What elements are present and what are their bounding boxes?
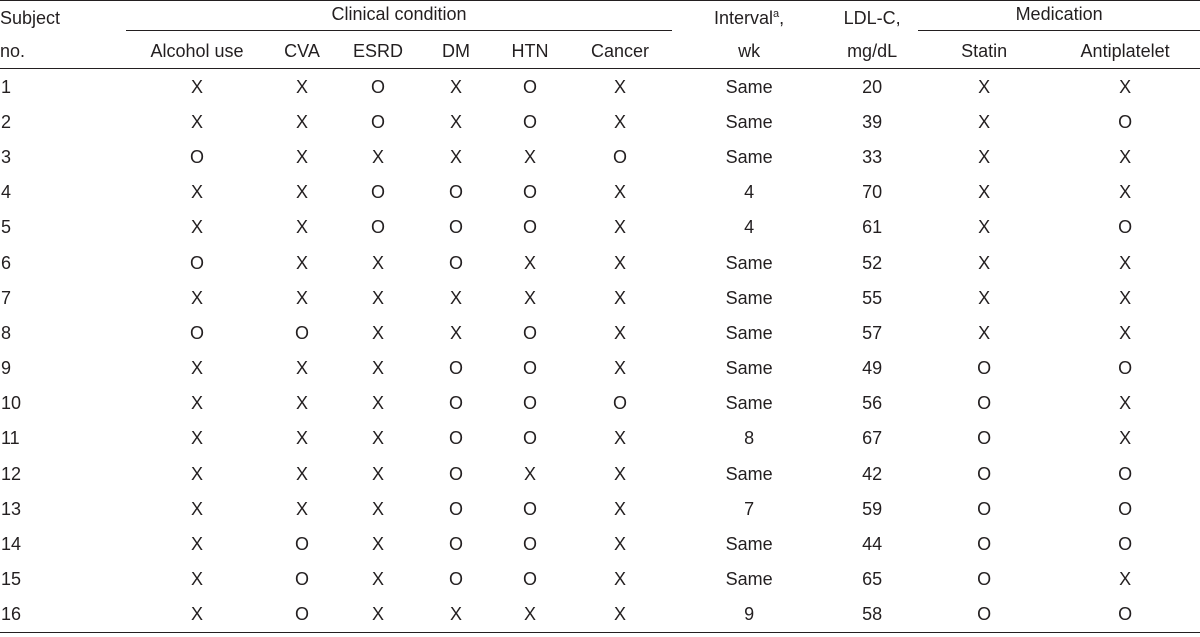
cell-cva: X — [295, 146, 308, 167]
cell-subject-no: 10 — [1, 393, 22, 414]
cell-dm: O — [448, 463, 463, 484]
cell-ldl-c: 57 — [862, 322, 883, 343]
cell-statin: X — [978, 146, 991, 167]
cell-interval: Same — [725, 358, 773, 379]
cell-antiplatelet: O — [1118, 498, 1133, 519]
cell-esrd: X — [371, 322, 384, 343]
interval-header-top — [672, 1, 826, 35]
cell-esrd: X — [371, 287, 384, 308]
cell-cva: X — [295, 498, 308, 519]
cell-cancer: X — [614, 287, 627, 308]
cell-antiplatelet: O — [1118, 111, 1133, 132]
cell-dm: O — [448, 498, 463, 519]
cell-htn: X — [492, 597, 568, 633]
cell-alcohol-use: X — [190, 217, 203, 238]
table-header — [0, 1, 1200, 69]
table-row — [0, 351, 1200, 386]
cell-antiplatelet: O — [1118, 217, 1133, 238]
interval-label: Interval — [713, 7, 774, 28]
col-header-statin: Statin — [918, 34, 1050, 69]
cell-subject-no: 15 — [1, 569, 22, 590]
cell-ldl-c: 56 — [862, 393, 883, 414]
cell-antiplatelet: X — [1119, 287, 1132, 308]
cell-statin: O — [977, 569, 992, 590]
cell-dm: X — [449, 287, 462, 308]
cell-dm: O — [448, 393, 463, 414]
table-row — [0, 104, 1200, 139]
cell-interval: Same — [725, 569, 773, 590]
cell-alcohol-use: X — [190, 358, 203, 379]
cell-esrd: X — [371, 498, 384, 519]
cell-cancer: X — [614, 111, 627, 132]
cell-ldl-c: 55 — [862, 287, 883, 308]
table-row — [0, 386, 1200, 421]
table-row — [0, 280, 1200, 315]
cell-esrd: X — [371, 463, 384, 484]
cell-htn: O — [522, 76, 537, 97]
cell-ldl-c: 42 — [862, 463, 883, 484]
cell-alcohol-use: X — [190, 534, 203, 555]
cell-interval: 4 — [744, 217, 755, 238]
cell-alcohol-use: X — [190, 463, 203, 484]
cell-dm: O — [448, 358, 463, 379]
cell-ldl-c: 59 — [862, 498, 883, 519]
col-header-cancer: Cancer — [568, 34, 672, 69]
cell-antiplatelet: X — [1119, 252, 1132, 273]
cell-interval: Same — [725, 252, 773, 273]
cell-cva: X — [295, 217, 308, 238]
cell-cva: O — [268, 597, 336, 633]
cell-dm: O — [448, 217, 463, 238]
cell-dm: O — [448, 534, 463, 555]
cell-htn: O — [522, 111, 537, 132]
cell-antiplatelet: X — [1119, 428, 1132, 449]
cell-alcohol-use: X — [190, 76, 203, 97]
ldl-header-bottom: mg/dL — [826, 34, 918, 69]
cell-alcohol-use: O — [189, 146, 204, 167]
table-row — [0, 526, 1200, 561]
cell-alcohol-use: X — [190, 287, 203, 308]
cell-cancer: O — [613, 146, 628, 167]
cell-cva: O — [294, 322, 309, 343]
table-row — [0, 175, 1200, 210]
cell-esrd: O — [370, 111, 385, 132]
cell-dm: O — [448, 252, 463, 273]
interval-header-bottom: wk — [672, 34, 826, 69]
cell-subject-no: 13 — [1, 498, 22, 519]
cell-statin: O — [977, 534, 992, 555]
cell-antiplatelet: X — [1119, 322, 1132, 343]
cell-subject-no: 3 — [1, 146, 12, 167]
cell-cancer: X — [614, 76, 627, 97]
cell-htn: X — [523, 252, 536, 273]
interval-footnote-marker: a — [773, 7, 780, 20]
cell-cva: X — [295, 76, 308, 97]
cell-antiplatelet: X — [1119, 182, 1132, 203]
cell-esrd: X — [371, 252, 384, 273]
table-body — [0, 69, 1200, 633]
cell-cancer: X — [614, 358, 627, 379]
cell-esrd: O — [370, 76, 385, 97]
medication-group-header — [918, 1, 1200, 35]
cell-ldl-c: 44 — [862, 534, 883, 555]
cell-esrd: X — [371, 358, 384, 379]
cell-interval: Same — [725, 322, 773, 343]
cell-interval: Same — [725, 463, 773, 484]
cell-alcohol-use: O — [189, 322, 204, 343]
cell-statin: X — [978, 111, 991, 132]
cell-esrd: X — [336, 597, 420, 633]
table-row — [0, 562, 1200, 597]
cell-statin: O — [977, 498, 992, 519]
cell-statin: X — [978, 76, 991, 97]
cell-ldl-c: 58 — [826, 597, 918, 633]
cell-statin: X — [978, 217, 991, 238]
cell-interval: Same — [725, 146, 773, 167]
cell-interval: 4 — [744, 182, 755, 203]
subject-header-top: Subject — [0, 1, 126, 35]
table-row — [0, 597, 1200, 633]
cell-dm: X — [449, 146, 462, 167]
col-header-esrd: ESRD — [336, 34, 420, 69]
cell-dm: O — [448, 428, 463, 449]
cell-ldl-c: 65 — [862, 569, 883, 590]
cell-cancer: X — [614, 428, 627, 449]
cell-esrd: X — [371, 393, 384, 414]
cell-dm: X — [420, 597, 492, 633]
clinical-condition-label: Clinical condition — [126, 4, 672, 31]
cell-antiplatelet: O — [1118, 534, 1133, 555]
cell-alcohol-use: X — [190, 111, 203, 132]
header-row-top — [0, 1, 1200, 35]
table-row — [0, 69, 1200, 105]
cell-ldl-c: 61 — [862, 217, 883, 238]
cell-antiplatelet: O — [1050, 597, 1200, 633]
table-row — [0, 315, 1200, 350]
cell-dm: O — [448, 182, 463, 203]
cell-cancer: X — [614, 322, 627, 343]
cell-cancer: X — [568, 597, 672, 633]
cell-antiplatelet: X — [1119, 146, 1132, 167]
cell-subject-no: 11 — [1, 428, 20, 449]
cell-ldl-c: 33 — [862, 146, 883, 167]
cell-cva: X — [295, 463, 308, 484]
cell-htn: O — [522, 358, 537, 379]
cell-htn: O — [522, 322, 537, 343]
table-row — [0, 210, 1200, 245]
cell-cancer: X — [614, 217, 627, 238]
cell-ldl-c: 67 — [862, 428, 883, 449]
cell-subject-no: 16 — [0, 597, 126, 633]
medication-label: Medication — [918, 4, 1200, 31]
cell-interval: Same — [725, 393, 773, 414]
cell-subject-no: 4 — [1, 182, 12, 203]
cell-cva: X — [295, 428, 308, 449]
cell-cva: O — [294, 569, 309, 590]
cell-interval: 9 — [672, 597, 826, 633]
cell-ldl-c: 70 — [862, 182, 883, 203]
cell-cva: X — [295, 358, 308, 379]
col-header-cva: CVA — [268, 34, 336, 69]
cell-htn: X — [523, 463, 536, 484]
cell-interval: Same — [725, 534, 773, 555]
cell-htn: O — [522, 428, 537, 449]
cell-cva: X — [295, 393, 308, 414]
cell-cancer: X — [614, 498, 627, 519]
cell-alcohol-use: X — [190, 569, 203, 590]
cell-statin: X — [978, 287, 991, 308]
cell-cva: X — [295, 287, 308, 308]
table-row — [0, 421, 1200, 456]
ldl-header-top: LDL-C, — [826, 1, 918, 35]
cell-dm: X — [449, 111, 462, 132]
cell-esrd: X — [371, 146, 384, 167]
cell-subject-no: 12 — [1, 463, 22, 484]
clinical-condition-group-header — [126, 1, 672, 35]
cell-subject-no: 9 — [1, 358, 12, 379]
cell-alcohol-use: O — [189, 252, 204, 273]
cell-antiplatelet: X — [1119, 76, 1132, 97]
cell-statin: X — [978, 182, 991, 203]
cell-ldl-c: 49 — [862, 358, 883, 379]
cell-subject-no: 14 — [1, 534, 22, 555]
cell-alcohol-use: X — [126, 597, 268, 633]
cell-cva: X — [295, 252, 308, 273]
cell-interval: Same — [725, 76, 773, 97]
cell-antiplatelet: O — [1118, 463, 1133, 484]
cell-htn: X — [523, 287, 536, 308]
cell-ldl-c: 20 — [862, 76, 883, 97]
cell-subject-no: 6 — [1, 252, 12, 273]
cell-cancer: X — [614, 463, 627, 484]
cell-cancer: X — [614, 569, 627, 590]
cell-statin: O — [977, 393, 992, 414]
cell-interval: Same — [725, 111, 773, 132]
cell-statin: O — [977, 358, 992, 379]
cell-cancer: X — [614, 534, 627, 555]
cell-esrd: X — [371, 428, 384, 449]
cell-esrd: O — [370, 217, 385, 238]
cell-esrd: X — [371, 569, 384, 590]
cell-alcohol-use: X — [190, 393, 203, 414]
cell-cva: O — [294, 534, 309, 555]
table-row — [0, 245, 1200, 280]
interval-comma: , — [779, 7, 785, 28]
cell-ldl-c: 39 — [862, 111, 883, 132]
cell-htn: O — [522, 498, 537, 519]
cell-statin: X — [978, 252, 991, 273]
col-header-dm: DM — [420, 34, 492, 69]
cell-interval: 8 — [744, 428, 755, 449]
cell-esrd: X — [371, 534, 384, 555]
col-header-antiplatelet: Antiplatelet — [1050, 34, 1200, 69]
col-header-alcohol-use: Alcohol use — [126, 34, 268, 69]
cell-subject-no: 2 — [1, 111, 12, 132]
cell-esrd: O — [370, 182, 385, 203]
cell-cancer: X — [614, 252, 627, 273]
cell-dm: X — [449, 76, 462, 97]
table-row — [0, 139, 1200, 174]
table-row — [0, 456, 1200, 491]
table-row — [0, 491, 1200, 526]
cell-htn: O — [522, 569, 537, 590]
cell-ldl-c: 52 — [862, 252, 883, 273]
cell-htn: O — [522, 217, 537, 238]
cell-antiplatelet: O — [1118, 358, 1133, 379]
cell-subject-no: 1 — [1, 76, 12, 97]
col-header-htn: HTN — [492, 34, 568, 69]
cell-subject-no: 7 — [1, 287, 12, 308]
cell-statin: O — [977, 428, 992, 449]
cell-alcohol-use: X — [190, 182, 203, 203]
cell-statin: X — [978, 322, 991, 343]
cell-htn: X — [523, 146, 536, 167]
cell-htn: O — [522, 182, 537, 203]
cell-interval: Same — [725, 287, 773, 308]
cell-htn: O — [522, 534, 537, 555]
cell-cancer: X — [614, 182, 627, 203]
cell-cva: X — [295, 182, 308, 203]
cell-statin: O — [918, 597, 1050, 633]
cell-subject-no: 5 — [1, 217, 12, 238]
cell-cva: X — [295, 111, 308, 132]
header-row-bottom — [0, 34, 1200, 69]
cell-antiplatelet: X — [1119, 569, 1132, 590]
cell-dm: X — [449, 322, 462, 343]
cell-alcohol-use: X — [190, 428, 203, 449]
cell-cancer: O — [613, 393, 628, 414]
cell-subject-no: 8 — [1, 322, 12, 343]
cell-htn: O — [522, 393, 537, 414]
cell-dm: O — [448, 569, 463, 590]
cell-interval: 7 — [744, 498, 755, 519]
cell-statin: O — [977, 463, 992, 484]
subject-header-bottom: no. — [0, 34, 126, 69]
cell-alcohol-use: X — [190, 498, 203, 519]
cell-antiplatelet: X — [1119, 393, 1132, 414]
